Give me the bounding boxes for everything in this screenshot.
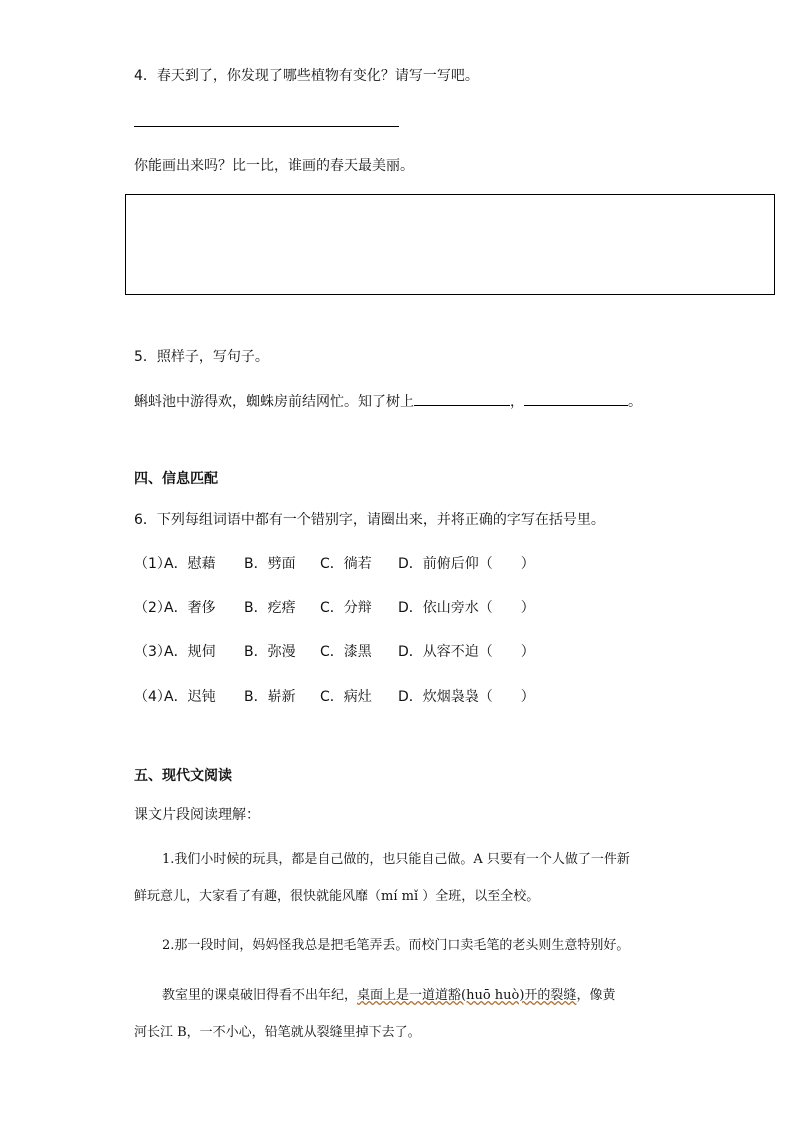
q6-option-a: A．奢侈 (164, 600, 216, 616)
drawing-box[interactable] (125, 194, 775, 295)
reading-p3-underlined: 桌面上是一道道豁(huō huò)开的裂缝 (357, 988, 577, 1003)
q6-option-a: A．慰藉 (164, 556, 216, 572)
q6-option-d: D．从容不迫（ ） (398, 644, 535, 660)
reading-p1-line1: 1.我们小时候的玩具，都是自己做的，也只能自己做。A 只要有一个人做了一件新 (162, 852, 630, 867)
q6-option-d: D．炊烟袅袅（ ） (398, 689, 535, 705)
q6-option-b: B．弥漫 (244, 644, 296, 660)
q6-option-b: B．疙瘩 (244, 600, 296, 616)
reading-intro: 课文片段阅读理解： (134, 807, 260, 823)
q6-option-a: A．迟钝 (164, 689, 216, 705)
q6-row-num: （2） (134, 600, 171, 616)
q6-option-d: D．前俯后仰（ ） (398, 556, 535, 572)
q6-prompt: 6．下列每组词语中都有一个错别字，请圈出来，并将正确的字写在括号里。 (134, 512, 605, 528)
reading-p3-part-c: ，像黄 (576, 988, 616, 1003)
q6-row-num: （3） (134, 644, 171, 660)
q6-option-c: C．漆黑 (320, 644, 372, 660)
reading-p3-line1 (162, 986, 615, 1006)
q5-sentence-prefix: 蝌蚪池中游得欢，蜘蛛房前结网忙。知了树上 (134, 394, 414, 410)
q5-blank-2[interactable] (524, 391, 628, 406)
q6-row-num: （1） (134, 556, 171, 572)
q5-comma: ， (510, 394, 524, 410)
q6-option-a: A．规伺 (164, 644, 216, 660)
q5-blank-1[interactable] (414, 391, 510, 406)
q5-sentence (134, 391, 642, 412)
q6-option-c: C．病灶 (320, 689, 372, 705)
q6-option-c: C．分辩 (320, 600, 372, 616)
q5-prompt: 5．照样子，写句子。 (134, 349, 269, 365)
reading-p2: 2.那一段时间，妈妈怪我总是把毛笔弄丢。而校门口卖毛笔的老头则生意特别好。 (162, 938, 630, 953)
q4-prompt: 4．春天到了，你发现了哪些植物有变化？请写一写吧。 (134, 68, 479, 84)
section4-heading: 四、信息匹配 (134, 471, 218, 487)
q5-period: 。 (628, 394, 642, 410)
q6-option-b: B．劈面 (244, 556, 296, 572)
q6-option-b: B．崭新 (244, 689, 296, 705)
reading-p1-line2: 鲜玩意儿，大家看了有趣，很快就能风靡（mí mǐ ）全班，以至全校。 (134, 889, 540, 904)
q6-option-d: D．依山旁水（ ） (398, 600, 535, 616)
reading-p3-line2: 河长江 B，一不小心，铅笔就从裂缝里掉下去了。 (134, 1025, 421, 1040)
q4-draw-prompt: 你能画出来吗？比一比，谁画的春天最美丽。 (134, 158, 414, 174)
q6-option-c: C．徜若 (320, 556, 372, 572)
reading-p3-part-a: 教室里的课桌破旧得看不出年纪， (162, 988, 358, 1003)
q4-answer-line[interactable] (134, 126, 399, 127)
section5-heading: 五、现代文阅读 (134, 768, 232, 784)
q6-row-num: （4） (134, 689, 171, 705)
